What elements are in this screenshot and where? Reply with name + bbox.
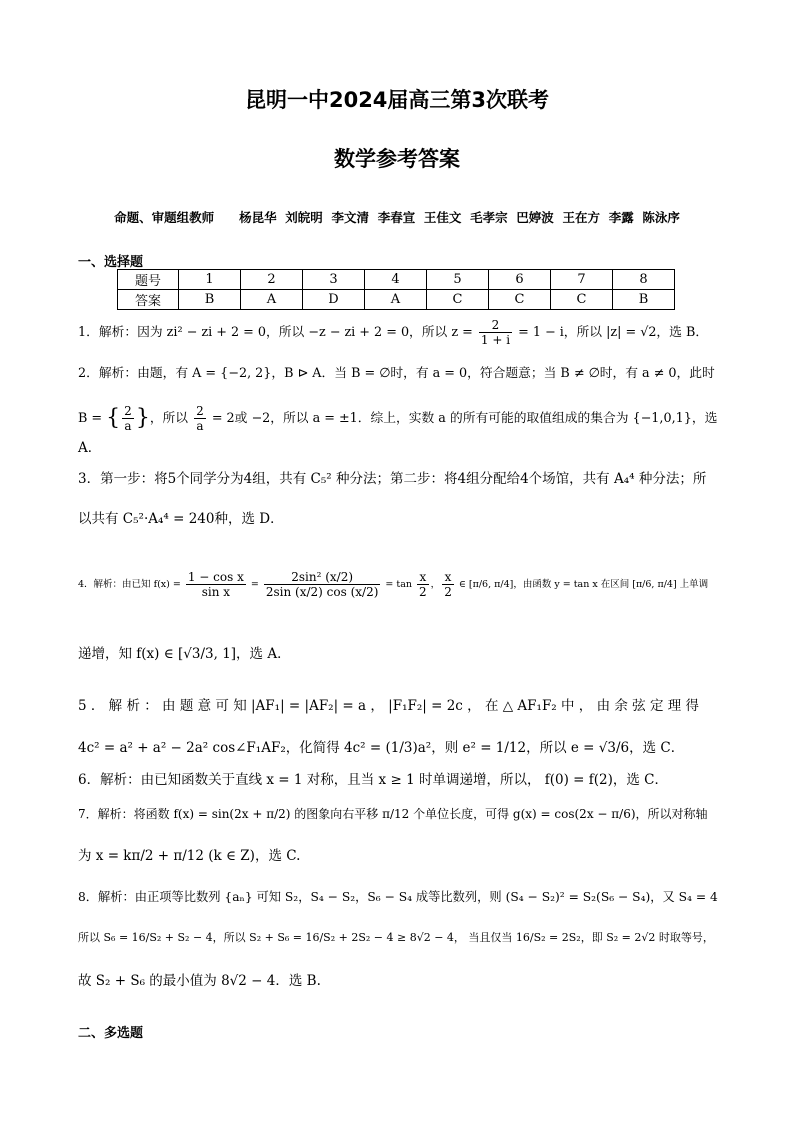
denominator: a [196, 419, 204, 433]
table-cell: 7 [551, 270, 613, 290]
table-cell: D [303, 290, 365, 310]
page-title: 昆明一中2024届高三第3次联考 [244, 88, 550, 112]
q4-text-a: 4．解析：由已知 f(x) = [78, 579, 184, 590]
table-cell: 2 [241, 270, 303, 290]
denominator: 2 [444, 585, 452, 599]
q4-text-f: ∈ [π/6, π/4]，由函数 y = tan x 在区间 [π/6, π/4] 上单调 [455, 579, 709, 590]
section-heading-multi: 二、多选题 [78, 1026, 144, 1041]
solution-1 [78, 318, 718, 347]
denominator: a [124, 419, 132, 433]
q4-text-c: = tan [382, 579, 416, 590]
denominator: 1 + i [480, 333, 511, 347]
table-row [118, 270, 675, 290]
solution-4-line-2: 递增，知 f(x) ∈ [√3/3, 1]，选 A． [78, 646, 291, 662]
q4-text-b: = [247, 579, 262, 590]
solution-8-line-3: 故 S₂ + S₆ 的最小值为 8√2 − 4．选 B. [78, 973, 321, 989]
table-cell: 4 [365, 270, 427, 290]
row-label: 答案 [118, 290, 179, 310]
denominator: 2 [419, 585, 427, 599]
numerator: 2sin² (x/2) [264, 570, 381, 585]
q2-fraction [122, 404, 134, 433]
solution-7-line-1: 7．解析：将函数 f(x) = sin(2x + π/2) 的图象向右平移 π/12 个单位长度，可得 g(x) = cos(2x − π/6)，所以对称轴 [78, 807, 708, 821]
numerator: 2 [124, 404, 132, 418]
numerator: 2 [196, 404, 204, 418]
brace-left-icon: { [106, 405, 121, 431]
denominator: sin x [201, 585, 231, 599]
solution-5-line-2: 4c² = a² + a² − 2a² cos∠F₁AF₂，化简得 4c² = (1/3)a²，则 e² = 1/12，所以 e = √3/6，选 C． [78, 740, 685, 756]
q4-fraction-3 [417, 570, 429, 599]
solution-8-line-2: 所以 S₆ = 16/S₂ + S₂ − 4，所以 S₂ + S₆ = 16/S₂ + 2S₂ − 4 ≥ 8√2 − 4， 当且仅当 16/S₂ = 2S₂，即 S₂ = 2√2 时取等号， [78, 931, 714, 944]
table-cell: 8 [613, 270, 675, 290]
q2-text-b: ，所以 [149, 411, 193, 426]
numerator: x [442, 570, 454, 585]
q1-text-a: 1．解析：因为 [78, 325, 167, 340]
solution-3-line-2: 以共有 C₅²·A₄⁴ = 240种，选 D． [78, 511, 284, 527]
table-row [118, 290, 675, 310]
authors-line: 命题、审题组教师 杨昆华 刘皖明 李文清 李春宣 王佳文 毛孝宗 巴婷波 王在方 李露 陈泳序 [114, 210, 680, 225]
table-cell: 5 [427, 270, 489, 290]
section-heading-choice: 一、选择题 [78, 255, 144, 270]
page-subtitle: 数学参考答案 [334, 147, 460, 171]
table-cell: A [241, 290, 303, 310]
q4-fraction-4 [442, 570, 454, 599]
q2-text-c: = 2或 −2，所以 a = ±1．综上，实数 a 的所有可能的取值组成的集合为 {−1,0,1}，选 [207, 411, 718, 426]
table-cell: C [489, 290, 551, 310]
numerator: 1 − cos x [187, 570, 244, 584]
numerator: x [417, 570, 429, 585]
solution-2-line-3: A． [78, 440, 102, 456]
q4-fraction-1 [186, 570, 246, 599]
table-cell: 3 [303, 270, 365, 290]
table-cell: B [179, 290, 241, 310]
q1-fraction [479, 318, 512, 347]
q1-text-c: ，所以 −z − zi + 2 = 0，所以 z = [265, 325, 477, 340]
solution-5-line-1: 5 ． 解 析 ： 由 题 意 可 知 |AF₁| = |AF₂| = a ， |F₁F₂| = 2c ， 在 △ AF₁F₂ 中 ， 由 余 弦 定 理 得 [78, 698, 700, 714]
table-cell: A [365, 290, 427, 310]
row-label: 题号 [118, 270, 179, 290]
q1-equation: zi² − zi + 2 = 0 [166, 325, 266, 340]
solution-7-line-2: 为 x = kπ/2 + π/12 (k ∈ Z)，选 C. [78, 848, 301, 864]
solution-4-line-1 [78, 570, 718, 599]
table-cell: C [551, 290, 613, 310]
solution-3-line-1: 3．第一步：将5个同学分为4组，共有 C₅² 种分法；第二步：将4组分配给4个场馆，共有 A₄⁴ 种分法；所 [78, 471, 707, 487]
table-cell: 1 [179, 270, 241, 290]
q1-text-e: = 1 − i，所以 |z| = √2，选 B． [514, 325, 709, 340]
numerator: 2 [479, 318, 512, 333]
solution-8-line-1: 8．解析：由正项等比数列 {aₙ} 可知 S₂，S₄ − S₂，S₆ − S₄ 成等比数列，则 (S₄ − S₂)² = S₂(S₆ − S₄)，又 S₄ = 4 [78, 890, 718, 904]
table-cell: 6 [489, 270, 551, 290]
solution-6: 6．解析：由已知函数关于直线 x = 1 对称，且当 x ≥ 1 时单调递增，所以， f(0) = f(2)，选 C． [78, 772, 668, 788]
denominator: 2sin (x/2) cos (x/2) [265, 585, 379, 599]
table-cell: C [427, 290, 489, 310]
table-cell: B [613, 290, 675, 310]
q4-fraction-2 [264, 570, 381, 599]
q2-text: B = [78, 411, 107, 426]
q4-text-e: ， [430, 579, 441, 590]
q2-fraction-2 [194, 404, 206, 433]
solution-2-line-1: 2．解析：由题，有 A = {−2, 2}，B ⊳ A．当 B = ∅时，有 a = 0，符合题意；当 B ≠ ∅时，有 a ≠ 0，此时 [78, 366, 715, 381]
answer-table [117, 269, 675, 310]
solution-2-line-2 [78, 404, 718, 433]
brace-right-icon: } [135, 405, 150, 431]
